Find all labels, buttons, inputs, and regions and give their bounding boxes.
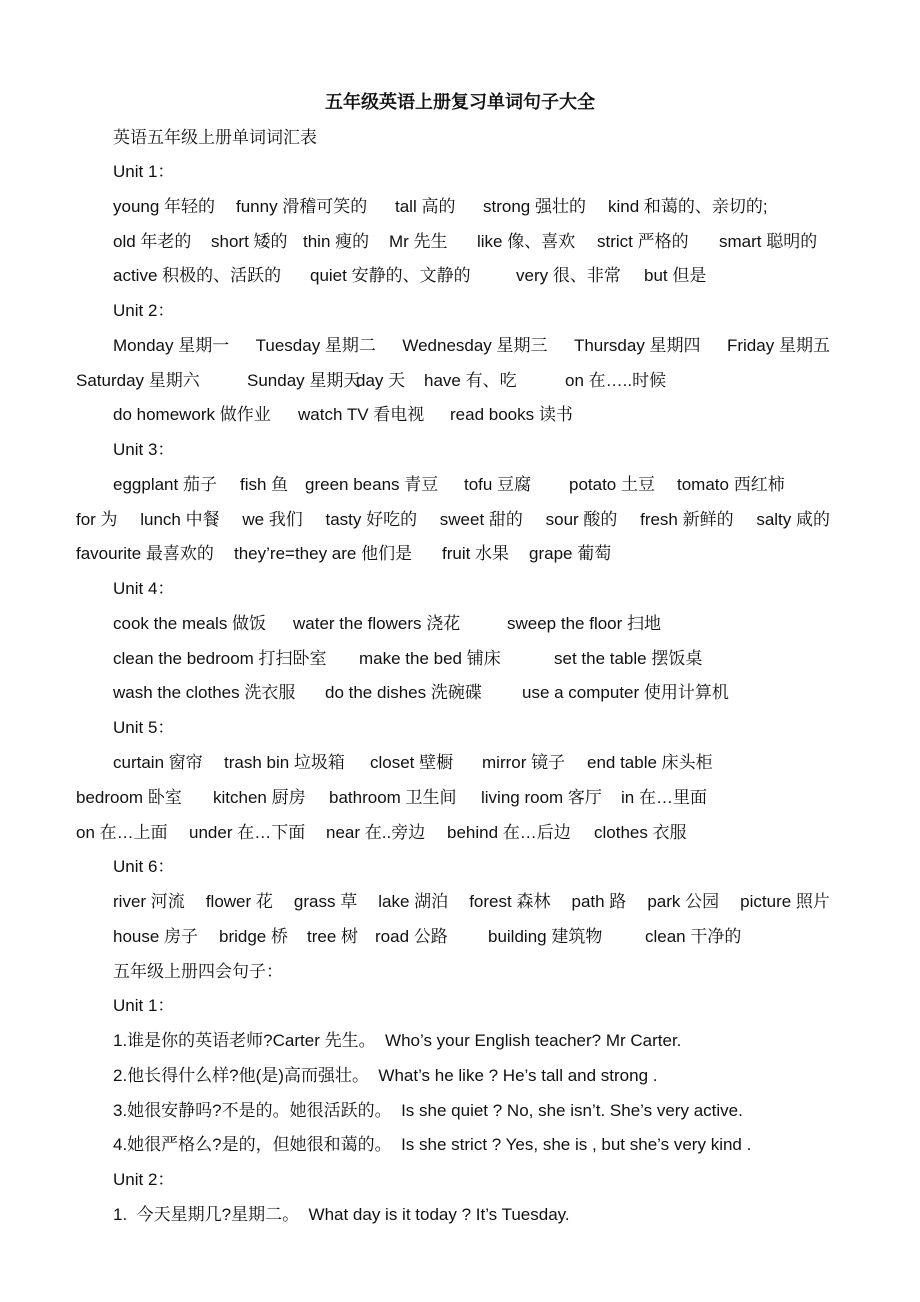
vocab-item: Tuesday 星期二 — [255, 336, 376, 355]
unit6-label-line — [0, 855, 920, 879]
vocab-item: they’re=they are 他们是 — [234, 544, 413, 563]
vocab-item: wash the clothes 洗衣服 — [113, 683, 296, 702]
unit1-row1 — [0, 195, 920, 219]
sentence-line — [0, 1029, 920, 1053]
vocab-item: cook the meals 做饭 — [113, 614, 267, 633]
unit5-label-line — [0, 716, 920, 740]
unit3-label: Unit 3： — [113, 440, 175, 459]
unit1-label-line — [0, 160, 920, 184]
vocab-item: on 在…..时候 — [565, 371, 667, 390]
vocab-item: sour 酸的 — [545, 510, 618, 529]
page-title: 五年级英语上册复习单词句子大全 — [325, 92, 595, 112]
vocab-item: bedroom 卧室 — [76, 788, 182, 807]
vocab-item: strict 严格的 — [597, 232, 689, 251]
vocab-item: read books 读书 — [450, 405, 573, 424]
unit6-row2 — [0, 925, 920, 949]
vocab-item: path 路 — [571, 892, 627, 911]
vocab-item: bathroom 卫生间 — [329, 788, 457, 807]
vocab-item: Friday 星期五 — [726, 336, 830, 355]
vocab-item: bridge 桥 — [219, 927, 288, 946]
unit3-row3 — [0, 542, 920, 566]
unit2-row2 — [0, 369, 920, 393]
sentence-item: 3.她很安静吗?不是的。她很活跃的。 Is she quiet ? No, she isn’t. She’s very active. — [113, 1101, 743, 1120]
vocab-item: Monday 星期一 — [113, 336, 230, 355]
vocab-item: house 房子 — [113, 927, 199, 946]
unit5-row2 — [0, 786, 920, 810]
vocab-item: tofu 豆腐 — [464, 475, 532, 494]
vocab-item: fruit 水果 — [442, 544, 510, 563]
sentence-line — [0, 1099, 920, 1123]
unit3-row2 — [0, 508, 920, 532]
unit2-row1 — [0, 334, 920, 358]
vocab-item: clean 干净的 — [645, 927, 742, 946]
unit1-row2 — [0, 230, 920, 254]
unit3-label-line — [0, 438, 920, 462]
unit3-row1 — [0, 473, 920, 497]
vocab-item: river 河流 — [113, 892, 185, 911]
vocab-item: picture 照片 — [740, 892, 830, 911]
vocab-item: under 在…下面 — [189, 823, 306, 842]
vocab-item: curtain 窗帘 — [113, 753, 203, 772]
vocab-item: have 有、吃 — [424, 371, 517, 390]
vocab-item: lake 湖泊 — [378, 892, 449, 911]
vocab-item: funny 滑稽可笑的 — [236, 197, 368, 216]
vocab-item: do homework 做作业 — [113, 405, 271, 424]
vocab-item: smart 聪明的 — [719, 232, 818, 251]
sentence-item: 1.谁是你的英语老师?Carter 先生。 Who’s your English teacher? Mr Carter. — [113, 1031, 682, 1050]
vocab-heading: 英语五年级上册单词词汇表 — [113, 128, 317, 147]
vocab-item: strong 强壮的 — [483, 197, 586, 216]
sentence-line — [0, 1064, 920, 1088]
vocab-item: set the table 摆饭桌 — [554, 649, 703, 668]
unit1-row3 — [0, 264, 920, 288]
vocab-item: water the flowers 浇花 — [293, 614, 461, 633]
vocab-item: Saturday 星期六 — [76, 371, 200, 390]
vocab-item: young 年轻的 — [113, 197, 216, 216]
sentence-heading-line — [0, 960, 920, 984]
sentence-item: 1. 今天星期几?星期二。 What day is it today ? It’s Tuesday. — [113, 1205, 570, 1224]
vocab-item: in 在…里面 — [621, 788, 707, 807]
vocab-item: living room 客厅 — [481, 788, 602, 807]
vocab-item: lunch 中餐 — [140, 510, 220, 529]
unit4-row2 — [0, 647, 920, 671]
vocab-item: thin 瘦的 — [303, 232, 370, 251]
unit6-label: Unit 6： — [113, 857, 175, 876]
vocab-item: tomato 西红柿 — [677, 475, 785, 494]
unit4-row3 — [0, 681, 920, 705]
vocab-item: tree 树 — [307, 927, 359, 946]
sentence-item: 2.他长得什么样?他(是)高而强壮。 What’s he like ? He’s tall and strong . — [113, 1066, 658, 1085]
unit5-label: Unit 5： — [113, 718, 175, 737]
unit2-label: Unit 2： — [113, 301, 175, 320]
vocab-item: clothes 衣服 — [594, 823, 687, 842]
vocab-item: flower 花 — [205, 892, 273, 911]
unit5-row1 — [0, 751, 920, 775]
vocab-item: sweet 甜的 — [439, 510, 523, 529]
vocab-heading-line — [0, 126, 920, 150]
vocab-item: eggplant 茄子 — [113, 475, 217, 494]
s-unit1-label: Unit 1： — [113, 996, 175, 1015]
vocab-item: sweep the floor 扫地 — [507, 614, 662, 633]
unit5-row3 — [0, 821, 920, 845]
vocab-item: for 为 — [76, 510, 118, 529]
vocab-item: grape 葡萄 — [529, 544, 612, 563]
vocab-item: fresh 新鲜的 — [640, 510, 734, 529]
vocab-item: kitchen 厨房 — [213, 788, 306, 807]
vocab-item: closet 壁橱 — [370, 753, 454, 772]
vocab-item: grass 草 — [293, 892, 358, 911]
vocab-item: like 像、喜欢 — [477, 232, 576, 251]
unit1-label: Unit 1： — [113, 162, 175, 181]
vocab-item: green beans 青豆 — [305, 475, 439, 494]
vocab-item: watch TV 看电视 — [298, 405, 425, 424]
vocab-item: short 矮的 — [211, 232, 288, 251]
vocab-item: trash bin 垃圾箱 — [224, 753, 345, 772]
unit4-label: Unit 4： — [113, 579, 175, 598]
sentence-line — [0, 1133, 920, 1157]
unit2-label-line — [0, 299, 920, 323]
vocab-item: clean the bedroom 打扫卧室 — [113, 649, 327, 668]
vocab-item: day 天 — [356, 371, 406, 390]
vocab-item: forest 森林 — [469, 892, 551, 911]
vocab-item: building 建筑物 — [488, 927, 603, 946]
vocab-item: kind 和蔼的、亲切的; — [608, 197, 768, 216]
unit4-row1 — [0, 612, 920, 636]
vocab-item: tasty 好吃的 — [325, 510, 418, 529]
s-unit2-label-line — [0, 1168, 920, 1192]
unit6-row1 — [0, 890, 920, 914]
vocab-item: old 年老的 — [113, 232, 192, 251]
vocab-item: use a computer 使用计算机 — [522, 683, 729, 702]
vocab-item: mirror 镜子 — [482, 753, 566, 772]
vocab-item: do the dishes 洗碗碟 — [325, 683, 482, 702]
unit4-label-line — [0, 577, 920, 601]
sentence-item: 4.她很严格么?是的，但她很和蔼的。 Is she strict ? Yes, she is , but she’s very kind . — [113, 1135, 752, 1154]
vocab-item: near 在..旁边 — [326, 823, 426, 842]
vocab-item: tall 高的 — [395, 197, 456, 216]
vocab-item: on 在…上面 — [76, 823, 168, 842]
vocab-item: quiet 安静的、文静的 — [310, 266, 471, 285]
unit2-row3 — [0, 403, 920, 427]
vocab-item: we 我们 — [242, 510, 303, 529]
vocab-item: very 很、非常 — [516, 266, 621, 285]
vocab-item: salty 咸的 — [756, 510, 830, 529]
vocab-item: Mr 先生 — [389, 232, 448, 251]
s-unit1-label-line — [0, 994, 920, 1018]
vocab-item: fish 鱼 — [240, 475, 289, 494]
sentence-heading: 五年级上册四会句子： — [113, 962, 283, 981]
vocab-item: behind 在…后边 — [447, 823, 571, 842]
vocab-item: potato 土豆 — [569, 475, 655, 494]
vocab-item: end table 床头柜 — [587, 753, 713, 772]
vocab-item: road 公路 — [375, 927, 448, 946]
vocab-item: Sunday 星期天 — [247, 371, 361, 390]
sentence-line — [0, 1203, 920, 1227]
vocab-item: Thursday 星期四 — [573, 336, 701, 355]
vocab-item: make the bed 铺床 — [359, 649, 501, 668]
vocab-item: but 但是 — [644, 266, 707, 285]
vocab-item: Wednesday 星期三 — [402, 336, 548, 355]
vocab-item: favourite 最喜欢的 — [76, 544, 214, 563]
s-unit2-label: Unit 2： — [113, 1170, 175, 1189]
vocab-item: active 积极的、活跃的 — [113, 266, 282, 285]
vocab-item: park 公园 — [647, 892, 720, 911]
